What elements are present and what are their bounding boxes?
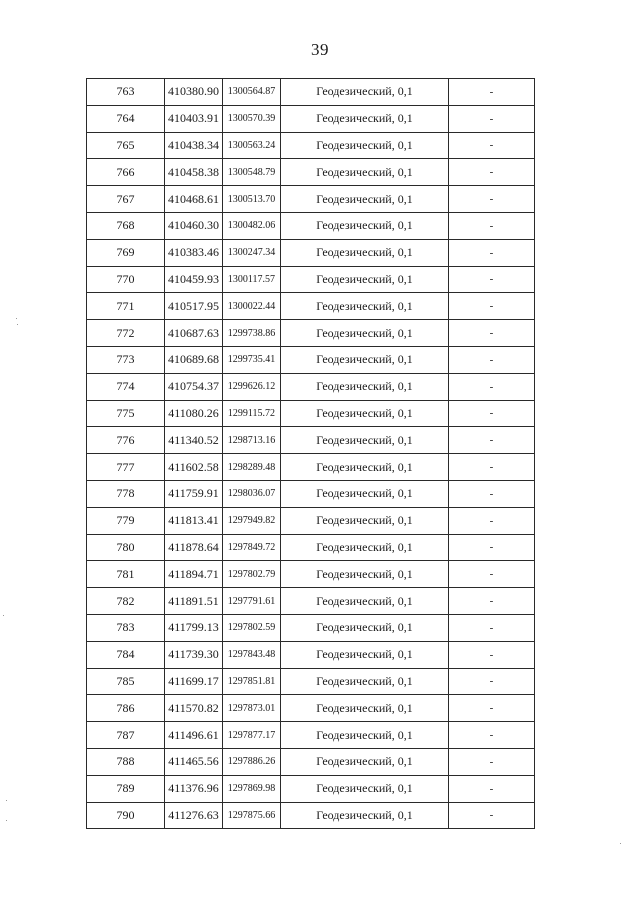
note-cell: -: [449, 588, 535, 615]
y-coordinate-cell: 1297802.79: [223, 561, 281, 588]
point-number-cell: 770: [87, 266, 165, 293]
y-coordinate-cell: 1299735.41: [223, 346, 281, 373]
table-row: [87, 79, 535, 106]
x-coordinate-cell: 411699.17: [165, 668, 223, 695]
table-row: [87, 695, 535, 722]
scan-speck: [3, 615, 4, 616]
table-row: [87, 346, 535, 373]
point-number-cell: 779: [87, 507, 165, 534]
table-row: [87, 561, 535, 588]
y-coordinate-cell: 1300022.44: [223, 293, 281, 320]
point-number-cell: 774: [87, 373, 165, 400]
page-number: 39: [311, 40, 329, 59]
note-cell: -: [449, 507, 535, 534]
method-accuracy-cell: Геодезический, 0,1: [281, 293, 449, 320]
note-cell: -: [449, 802, 535, 829]
y-coordinate-cell: 1297851.81: [223, 668, 281, 695]
scan-speck: [6, 800, 7, 801]
note-cell: -: [449, 722, 535, 749]
method-accuracy-cell: Геодезический, 0,1: [281, 775, 449, 802]
table-row: [87, 507, 535, 534]
note-cell: -: [449, 132, 535, 159]
table-row: [87, 588, 535, 615]
x-coordinate-cell: 410460.30: [165, 212, 223, 239]
x-coordinate-cell: 411276.63: [165, 802, 223, 829]
table-row: [87, 373, 535, 400]
point-number-cell: 778: [87, 480, 165, 507]
method-accuracy-cell: Геодезический, 0,1: [281, 614, 449, 641]
y-coordinate-cell: 1297873.01: [223, 695, 281, 722]
method-accuracy-cell: Геодезический, 0,1: [281, 212, 449, 239]
method-accuracy-cell: Геодезический, 0,1: [281, 79, 449, 106]
note-cell: -: [449, 561, 535, 588]
point-number-cell: 780: [87, 534, 165, 561]
note-cell: -: [449, 614, 535, 641]
y-coordinate-cell: 1298289.48: [223, 454, 281, 481]
table-row: [87, 159, 535, 186]
x-coordinate-cell: 411465.56: [165, 748, 223, 775]
x-coordinate-cell: 411340.52: [165, 427, 223, 454]
note-cell: -: [449, 212, 535, 239]
table-row: [87, 427, 535, 454]
note-cell: -: [449, 775, 535, 802]
x-coordinate-cell: 410689.68: [165, 346, 223, 373]
x-coordinate-cell: 411878.64: [165, 534, 223, 561]
table-row: [87, 105, 535, 132]
table-row: [87, 722, 535, 749]
method-accuracy-cell: Геодезический, 0,1: [281, 695, 449, 722]
method-accuracy-cell: Геодезический, 0,1: [281, 480, 449, 507]
y-coordinate-cell: 1300570.39: [223, 105, 281, 132]
method-accuracy-cell: Геодезический, 0,1: [281, 159, 449, 186]
y-coordinate-cell: 1297791.61: [223, 588, 281, 615]
point-number-cell: 777: [87, 454, 165, 481]
method-accuracy-cell: Геодезический, 0,1: [281, 561, 449, 588]
x-coordinate-cell: 410403.91: [165, 105, 223, 132]
point-number-cell: 766: [87, 159, 165, 186]
note-cell: -: [449, 239, 535, 266]
method-accuracy-cell: Геодезический, 0,1: [281, 266, 449, 293]
x-coordinate-cell: 411799.13: [165, 614, 223, 641]
method-accuracy-cell: Геодезический, 0,1: [281, 400, 449, 427]
table-row: [87, 266, 535, 293]
x-coordinate-cell: 410458.38: [165, 159, 223, 186]
method-accuracy-cell: Геодезический, 0,1: [281, 373, 449, 400]
table-row: [87, 454, 535, 481]
method-accuracy-cell: Геодезический, 0,1: [281, 722, 449, 749]
x-coordinate-cell: 411496.61: [165, 722, 223, 749]
note-cell: -: [449, 79, 535, 106]
x-coordinate-cell: 410754.37: [165, 373, 223, 400]
y-coordinate-cell: 1299738.86: [223, 320, 281, 347]
note-cell: -: [449, 668, 535, 695]
point-number-cell: 785: [87, 668, 165, 695]
x-coordinate-cell: 410383.46: [165, 239, 223, 266]
coordinates-table-body: [87, 79, 535, 829]
method-accuracy-cell: Геодезический, 0,1: [281, 534, 449, 561]
method-accuracy-cell: Геодезический, 0,1: [281, 427, 449, 454]
scan-speck: [620, 843, 621, 844]
x-coordinate-cell: 411739.30: [165, 641, 223, 668]
method-accuracy-cell: Геодезический, 0,1: [281, 641, 449, 668]
method-accuracy-cell: Геодезический, 0,1: [281, 748, 449, 775]
point-number-cell: 767: [87, 186, 165, 213]
x-coordinate-cell: 411376.96: [165, 775, 223, 802]
y-coordinate-cell: 1297886.26: [223, 748, 281, 775]
y-coordinate-cell: 1297869.98: [223, 775, 281, 802]
y-coordinate-cell: 1300247.34: [223, 239, 281, 266]
note-cell: -: [449, 346, 535, 373]
table-row: [87, 748, 535, 775]
scan-speck: [6, 820, 7, 821]
table-row: [87, 400, 535, 427]
point-number-cell: 781: [87, 561, 165, 588]
y-coordinate-cell: 1297849.72: [223, 534, 281, 561]
table-row: [87, 239, 535, 266]
table-row: [87, 668, 535, 695]
note-cell: -: [449, 105, 535, 132]
method-accuracy-cell: Геодезический, 0,1: [281, 105, 449, 132]
x-coordinate-cell: 411570.82: [165, 695, 223, 722]
point-number-cell: 789: [87, 775, 165, 802]
x-coordinate-cell: 410517.95: [165, 293, 223, 320]
x-coordinate-cell: 411894.71: [165, 561, 223, 588]
note-cell: -: [449, 454, 535, 481]
point-number-cell: 788: [87, 748, 165, 775]
point-number-cell: 786: [87, 695, 165, 722]
point-number-cell: 764: [87, 105, 165, 132]
note-cell: -: [449, 748, 535, 775]
table-row: [87, 802, 535, 829]
note-cell: -: [449, 293, 535, 320]
x-coordinate-cell: 410438.34: [165, 132, 223, 159]
y-coordinate-cell: 1299626.12: [223, 373, 281, 400]
method-accuracy-cell: Геодезический, 0,1: [281, 132, 449, 159]
point-number-cell: 771: [87, 293, 165, 320]
point-number-cell: 775: [87, 400, 165, 427]
point-number-cell: 782: [87, 588, 165, 615]
point-number-cell: 772: [87, 320, 165, 347]
y-coordinate-cell: 1298036.07: [223, 480, 281, 507]
note-cell: -: [449, 320, 535, 347]
x-coordinate-cell: 411602.58: [165, 454, 223, 481]
note-cell: -: [449, 427, 535, 454]
method-accuracy-cell: Геодезический, 0,1: [281, 320, 449, 347]
method-accuracy-cell: Геодезический, 0,1: [281, 507, 449, 534]
point-number-cell: 787: [87, 722, 165, 749]
table-row: [87, 186, 535, 213]
y-coordinate-cell: 1297949.82: [223, 507, 281, 534]
y-coordinate-cell: 1299115.72: [223, 400, 281, 427]
note-cell: -: [449, 159, 535, 186]
x-coordinate-cell: 410459.93: [165, 266, 223, 293]
note-cell: -: [449, 534, 535, 561]
note-cell: -: [449, 266, 535, 293]
method-accuracy-cell: Геодезический, 0,1: [281, 454, 449, 481]
y-coordinate-cell: 1297877.17: [223, 722, 281, 749]
y-coordinate-cell: 1297875.66: [223, 802, 281, 829]
table-row: [87, 641, 535, 668]
point-number-cell: 765: [87, 132, 165, 159]
note-cell: -: [449, 641, 535, 668]
y-coordinate-cell: 1300513.70: [223, 186, 281, 213]
scan-speck: [16, 318, 17, 319]
x-coordinate-cell: 411813.41: [165, 507, 223, 534]
method-accuracy-cell: Геодезический, 0,1: [281, 588, 449, 615]
y-coordinate-cell: 1300117.57: [223, 266, 281, 293]
y-coordinate-cell: 1300563.24: [223, 132, 281, 159]
point-number-cell: 773: [87, 346, 165, 373]
method-accuracy-cell: Геодезический, 0,1: [281, 186, 449, 213]
y-coordinate-cell: 1297843.48: [223, 641, 281, 668]
x-coordinate-cell: 410687.63: [165, 320, 223, 347]
table-row: [87, 480, 535, 507]
point-number-cell: 783: [87, 614, 165, 641]
note-cell: -: [449, 186, 535, 213]
y-coordinate-cell: 1300564.87: [223, 79, 281, 106]
table-row: [87, 320, 535, 347]
table-row: [87, 212, 535, 239]
point-number-cell: 763: [87, 79, 165, 106]
point-number-cell: 768: [87, 212, 165, 239]
x-coordinate-cell: 411759.91: [165, 480, 223, 507]
x-coordinate-cell: 411080.26: [165, 400, 223, 427]
x-coordinate-cell: 411891.51: [165, 588, 223, 615]
x-coordinate-cell: 410468.61: [165, 186, 223, 213]
table-row: [87, 614, 535, 641]
y-coordinate-cell: 1298713.16: [223, 427, 281, 454]
table-row: [87, 775, 535, 802]
note-cell: -: [449, 373, 535, 400]
point-number-cell: 769: [87, 239, 165, 266]
y-coordinate-cell: 1300482.06: [223, 212, 281, 239]
y-coordinate-cell: 1297802.59: [223, 614, 281, 641]
table-row: [87, 293, 535, 320]
note-cell: -: [449, 695, 535, 722]
method-accuracy-cell: Геодезический, 0,1: [281, 346, 449, 373]
note-cell: -: [449, 400, 535, 427]
y-coordinate-cell: 1300548.79: [223, 159, 281, 186]
method-accuracy-cell: Геодезический, 0,1: [281, 802, 449, 829]
table-row: [87, 534, 535, 561]
table-row: [87, 132, 535, 159]
method-accuracy-cell: Геодезический, 0,1: [281, 668, 449, 695]
point-number-cell: 784: [87, 641, 165, 668]
point-number-cell: 790: [87, 802, 165, 829]
method-accuracy-cell: Геодезический, 0,1: [281, 239, 449, 266]
note-cell: -: [449, 480, 535, 507]
coordinates-table: [86, 78, 535, 829]
scan-speck: [17, 324, 18, 325]
point-number-cell: 776: [87, 427, 165, 454]
x-coordinate-cell: 410380.90: [165, 79, 223, 106]
